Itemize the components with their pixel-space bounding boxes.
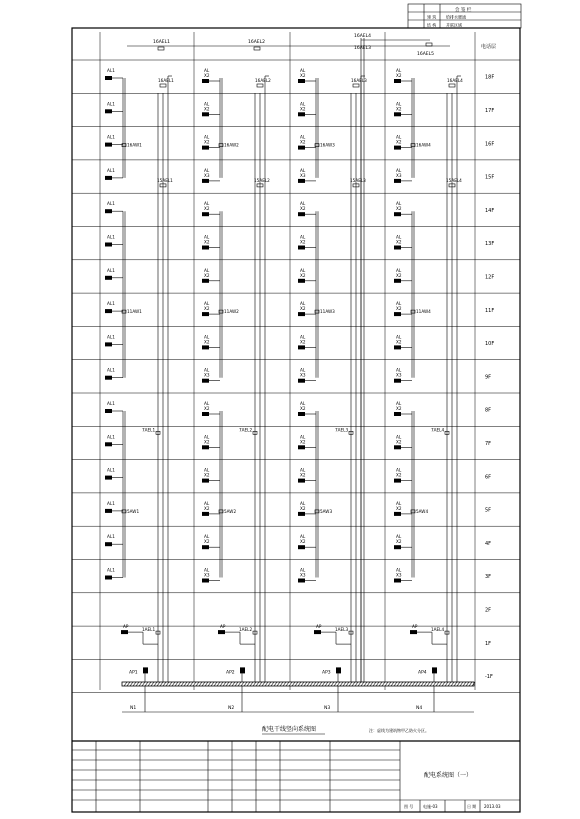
box-label: X3 xyxy=(300,172,306,178)
box-label: X2 xyxy=(300,339,306,345)
distribution-box xyxy=(394,479,401,483)
floor-label: 18F xyxy=(485,74,495,81)
riser-label: 11AW3 xyxy=(320,309,335,315)
distribution-box xyxy=(298,512,305,516)
feeder-label: 15AEL2 xyxy=(254,177,270,183)
distribution-box xyxy=(105,542,112,546)
distribution-box xyxy=(298,279,305,283)
box-label: AL xyxy=(300,68,306,73)
distribution-box xyxy=(298,146,305,150)
floor-label: 9F xyxy=(485,374,492,381)
box-label: AL1 xyxy=(107,201,115,207)
distribution-box xyxy=(298,246,305,250)
box-label: X2 xyxy=(204,306,210,312)
floor-label: 10F xyxy=(485,341,495,348)
approval-label: 会 签 栏 xyxy=(455,8,472,13)
box-label: X2 xyxy=(204,472,210,478)
distribution-box xyxy=(105,342,112,346)
ap-box-label: AP xyxy=(316,624,322,630)
title-block-cell: 结 构 xyxy=(427,22,437,28)
box-label: AL xyxy=(204,68,210,73)
roof-label: 16AEL5 xyxy=(417,52,435,57)
box-label: AL xyxy=(396,467,402,473)
floor-label: 11F xyxy=(485,307,495,314)
title-block-top xyxy=(408,4,521,28)
distribution-box xyxy=(298,379,305,383)
riser-column xyxy=(105,68,174,712)
ap-label: AP3 xyxy=(322,670,331,676)
floor-label: 8F xyxy=(485,407,492,414)
box-label: X2 xyxy=(204,406,210,411)
distribution-box xyxy=(298,312,305,316)
box-label: AL xyxy=(396,301,402,307)
floor-label: 13F xyxy=(485,241,495,248)
distribution-box xyxy=(394,379,401,383)
ap-label: AP4 xyxy=(418,670,427,676)
box-label: X2 xyxy=(204,539,210,545)
feeder-label: 1AEL3 xyxy=(335,627,349,633)
box-label: X2 xyxy=(396,73,402,78)
box-label: AL xyxy=(396,101,402,107)
box-label: AL xyxy=(300,167,306,173)
floor-label: 3F xyxy=(485,574,492,581)
ap-panel xyxy=(336,667,341,673)
floor-label: -1F xyxy=(485,674,493,681)
floor-header: 电话层 xyxy=(481,44,497,50)
riser-columns xyxy=(105,68,463,712)
distribution-box xyxy=(202,545,209,549)
box-label: AL1 xyxy=(107,301,115,307)
box-label: X3 xyxy=(204,172,210,178)
riser-label: 16AW1 xyxy=(127,142,142,148)
riser-label: 11AW4 xyxy=(416,309,431,315)
box-label: AL1 xyxy=(107,401,115,406)
distribution-box xyxy=(298,179,305,183)
box-label: X3 xyxy=(396,372,402,378)
feeder-label: 16AEL1 xyxy=(158,78,174,83)
box-label: AL1 xyxy=(107,101,115,107)
ap-box xyxy=(314,630,321,634)
box-label: AL1 xyxy=(107,234,115,240)
ap-label: AP2 xyxy=(226,670,235,676)
box-label: X3 xyxy=(300,572,306,578)
ap-box xyxy=(218,630,225,634)
distribution-box xyxy=(394,279,401,283)
feeder-label: 7AEL2 xyxy=(239,427,253,433)
box-label: X2 xyxy=(396,239,402,245)
floor-grid xyxy=(72,32,520,693)
n-label: N2 xyxy=(228,706,235,711)
distribution-box xyxy=(394,445,401,449)
distribution-box xyxy=(105,509,112,513)
title-block-cell: 建 筑 xyxy=(427,14,437,20)
distribution-box xyxy=(105,109,112,113)
box-label: AL xyxy=(204,167,210,173)
box-label: AL xyxy=(204,267,210,273)
distribution-box xyxy=(298,412,305,416)
feeder-label: 7AEL1 xyxy=(142,427,156,433)
feeder-label: 1AEL1 xyxy=(142,627,156,633)
box-label: X2 xyxy=(396,139,402,145)
ap-panel xyxy=(432,667,437,673)
box-label: AL xyxy=(396,434,402,440)
box-label: AL xyxy=(300,367,306,373)
box-label: X2 xyxy=(396,206,402,212)
box-label: X2 xyxy=(300,472,306,478)
distribution-box xyxy=(298,112,305,116)
title-block-cell: 给排水暖通 xyxy=(446,14,466,20)
drawing-title: 配电系统图（一） xyxy=(424,772,473,779)
ap-box-label: AP xyxy=(220,624,226,630)
distribution-box xyxy=(298,345,305,349)
distribution-box xyxy=(394,112,401,116)
box-label: AL1 xyxy=(107,534,115,540)
floor-label: 12F xyxy=(485,274,495,281)
feeder-label: 16AEL3 xyxy=(351,78,367,83)
box-label: AL xyxy=(396,267,402,273)
distribution-box xyxy=(105,209,112,213)
distribution-box xyxy=(202,246,209,250)
floor-label: 4F xyxy=(485,540,492,547)
feeder-label: 7AEL4 xyxy=(431,427,445,433)
box-label: AL xyxy=(396,534,402,540)
box-label: AL xyxy=(396,134,402,140)
n-label: N1 xyxy=(130,706,137,711)
distribution-box xyxy=(394,345,401,349)
floor-label: 7F xyxy=(485,440,492,447)
floor-label: 15F xyxy=(485,174,495,181)
drawing-number-label: 图 号 xyxy=(404,804,414,809)
distribution-box xyxy=(394,179,401,183)
box-label: X2 xyxy=(204,73,210,78)
box-label: AL1 xyxy=(107,167,115,173)
distribution-box xyxy=(202,312,209,316)
title-block-cell: 并联区域 xyxy=(446,22,462,28)
riser-label: 11AW2 xyxy=(224,309,239,315)
box-label: X2 xyxy=(204,239,210,245)
distribution-box xyxy=(202,146,209,150)
distribution-box xyxy=(202,379,209,383)
distribution-box xyxy=(298,545,305,549)
box-label: X2 xyxy=(204,339,210,345)
distribution-box xyxy=(105,243,112,247)
box-label: X2 xyxy=(396,539,402,545)
box-label: AL xyxy=(300,401,306,406)
box-label: X2 xyxy=(300,206,306,212)
box-label: AL xyxy=(204,101,210,107)
riser-column xyxy=(298,68,367,712)
box-label: AL xyxy=(204,334,210,340)
ap-panel xyxy=(143,667,148,673)
box-label: AL xyxy=(204,467,210,473)
box-label: AL xyxy=(204,201,210,207)
box-label: AL xyxy=(300,534,306,540)
box-label: X2 xyxy=(396,339,402,345)
box-label: AL xyxy=(396,367,402,373)
box-label: AL1 xyxy=(107,334,115,340)
box-label: X2 xyxy=(300,73,306,78)
box-label: X2 xyxy=(204,505,210,511)
distribution-box xyxy=(394,512,401,516)
distribution-box xyxy=(105,442,112,446)
riser-label: 16AW4 xyxy=(416,142,431,148)
distribution-box xyxy=(298,212,305,216)
roof-box xyxy=(426,43,432,46)
distribution-box xyxy=(394,79,401,83)
roof-box xyxy=(254,47,260,50)
date: 2013.03 xyxy=(484,804,501,809)
box-label: X2 xyxy=(396,505,402,511)
distribution-box xyxy=(105,76,112,80)
distribution-box xyxy=(105,576,112,580)
box-label: X2 xyxy=(300,272,306,278)
ap-label: AP1 xyxy=(129,670,138,676)
distribution-box xyxy=(394,312,401,316)
roof-feeders xyxy=(127,33,450,684)
ap-box-label: AP xyxy=(412,624,418,630)
roof-label: 16AEL4 xyxy=(354,34,372,39)
riser-column xyxy=(202,68,271,712)
box-label: X2 xyxy=(396,272,402,278)
roof-label: 16AEL1 xyxy=(153,40,171,45)
box-label: AL1 xyxy=(107,134,115,140)
box-label: AL xyxy=(300,101,306,107)
ap-panel xyxy=(240,667,245,673)
box-label: X3 xyxy=(300,372,306,378)
box-label: AL xyxy=(300,134,306,140)
distribution-box xyxy=(298,479,305,483)
box-label: X2 xyxy=(204,139,210,145)
box-label: AL xyxy=(396,201,402,207)
box-label: AL1 xyxy=(107,434,115,440)
feeder-label: 15AEL3 xyxy=(350,177,366,183)
box-label: X2 xyxy=(204,272,210,278)
box-label: X3 xyxy=(204,372,210,378)
box-label: X2 xyxy=(204,439,210,445)
riser-label: 5AW2 xyxy=(224,508,237,514)
box-label: AL xyxy=(300,267,306,273)
distribution-box xyxy=(202,579,209,583)
date-label: 日 期 xyxy=(467,804,477,809)
distribution-box xyxy=(202,479,209,483)
box-label: AL xyxy=(300,334,306,340)
box-label: AL xyxy=(300,234,306,240)
riser-label: 5AW4 xyxy=(416,508,429,514)
box-label: AL1 xyxy=(107,367,115,373)
distribution-box xyxy=(105,409,112,413)
box-label: AL xyxy=(204,401,210,406)
box-label: AL xyxy=(396,334,402,340)
floor-label: 16F xyxy=(485,141,495,148)
box-label: X2 xyxy=(396,406,402,411)
distribution-box xyxy=(394,545,401,549)
box-label: AL xyxy=(300,500,306,506)
box-label: X2 xyxy=(396,106,402,112)
roof-box xyxy=(158,47,164,50)
riser-label: 11AW1 xyxy=(127,309,142,315)
box-label: X2 xyxy=(300,306,306,312)
feeder-label: 16AEL2 xyxy=(255,78,271,83)
floor-label: 5F xyxy=(485,507,492,514)
distribution-box xyxy=(394,579,401,583)
floor-label: 6F xyxy=(485,474,492,481)
distribution-box xyxy=(202,412,209,416)
box-label: X2 xyxy=(204,106,210,112)
distribution-box xyxy=(105,476,112,480)
distribution-box xyxy=(298,79,305,83)
box-label: X2 xyxy=(300,406,306,411)
box-label: AL1 xyxy=(107,500,115,506)
n-label: N4 xyxy=(416,706,423,711)
box-label: AL xyxy=(204,301,210,307)
feeder-label: 15AEL1 xyxy=(157,177,173,183)
box-label: AL xyxy=(204,534,210,540)
distribution-box xyxy=(394,246,401,250)
box-label: AL xyxy=(396,234,402,240)
floor-label: 2F xyxy=(485,607,492,614)
distribution-box xyxy=(202,279,209,283)
distribution-box xyxy=(105,143,112,147)
feeder-label: 7AEL3 xyxy=(335,427,349,433)
box-label: AL xyxy=(396,401,402,406)
box-label: X3 xyxy=(204,572,210,578)
distribution-box xyxy=(105,276,112,280)
box-label: X2 xyxy=(300,106,306,112)
ap-box xyxy=(410,630,417,634)
distribution-box xyxy=(202,212,209,216)
feeder-label: 16AEL4 xyxy=(447,78,463,83)
box-label: AL xyxy=(396,567,402,573)
distribution-box xyxy=(394,412,401,416)
distribution-box xyxy=(394,212,401,216)
feeder-label: 1AEL2 xyxy=(239,627,253,633)
n-labels xyxy=(122,705,474,712)
box-label: AL xyxy=(204,434,210,440)
box-label: X2 xyxy=(204,206,210,212)
box-label: X2 xyxy=(396,439,402,445)
box-label: X2 xyxy=(396,306,402,312)
note: 注：虚线为建筑物甲乙防火分区。 xyxy=(369,728,429,733)
riser-label: 5AW3 xyxy=(320,508,333,514)
distribution-box xyxy=(394,146,401,150)
box-label: AL1 xyxy=(107,68,115,73)
box-label: AL xyxy=(300,201,306,207)
box-label: AL xyxy=(396,167,402,173)
box-label: AL1 xyxy=(107,567,115,573)
riser-label: 5AW1 xyxy=(127,508,140,514)
box-label: X2 xyxy=(300,139,306,145)
box-label: AL xyxy=(204,367,210,373)
drawing-number: 电施-03 xyxy=(423,804,438,809)
roof-label: 16AEL2 xyxy=(248,40,266,45)
distribution-box xyxy=(202,179,209,183)
riser-label: 16AW3 xyxy=(320,142,335,148)
box-label: AL1 xyxy=(107,267,115,273)
box-label: AL xyxy=(204,567,210,573)
riser-label: 16AW2 xyxy=(224,142,239,148)
distribution-box xyxy=(202,345,209,349)
box-label: AL1 xyxy=(107,467,115,473)
box-label: X3 xyxy=(396,172,402,178)
box-label: AL xyxy=(204,134,210,140)
distribution-box xyxy=(202,445,209,449)
floor-label: 17F xyxy=(485,107,495,114)
box-label: AL xyxy=(204,500,210,506)
box-label: X2 xyxy=(300,505,306,511)
distribution-box xyxy=(105,376,112,380)
distribution-box xyxy=(298,579,305,583)
floor-label: 1F xyxy=(485,640,492,647)
ap-box-label: AP xyxy=(123,624,129,630)
box-label: AL xyxy=(300,301,306,307)
ap-box xyxy=(121,630,128,634)
box-label: AL xyxy=(300,467,306,473)
box-label: AL xyxy=(300,434,306,440)
feeder-label: 15AEL4 xyxy=(446,177,462,183)
box-label: AL xyxy=(396,500,402,506)
box-label: X3 xyxy=(396,572,402,578)
feeder-label: 1AEL4 xyxy=(431,627,445,633)
distribution-box xyxy=(105,309,112,313)
title-block-bottom xyxy=(72,741,520,812)
floor-label: 14F xyxy=(485,207,495,214)
diagram-title: 配电干线竖向系统图 xyxy=(262,726,317,733)
distribution-box xyxy=(202,112,209,116)
box-label: AL xyxy=(396,68,402,73)
riser-column xyxy=(394,68,463,712)
distribution-box xyxy=(202,79,209,83)
distribution-box xyxy=(298,445,305,449)
distribution-box xyxy=(202,512,209,516)
box-label: X2 xyxy=(300,439,306,445)
n-label: N3 xyxy=(324,706,331,711)
box-label: AL xyxy=(204,234,210,240)
roof-label: 16AEL3 xyxy=(354,46,372,51)
box-label: AL xyxy=(300,567,306,573)
box-label: X2 xyxy=(300,539,306,545)
box-label: X2 xyxy=(300,239,306,245)
box-label: X2 xyxy=(396,472,402,478)
distribution-box xyxy=(105,176,112,180)
